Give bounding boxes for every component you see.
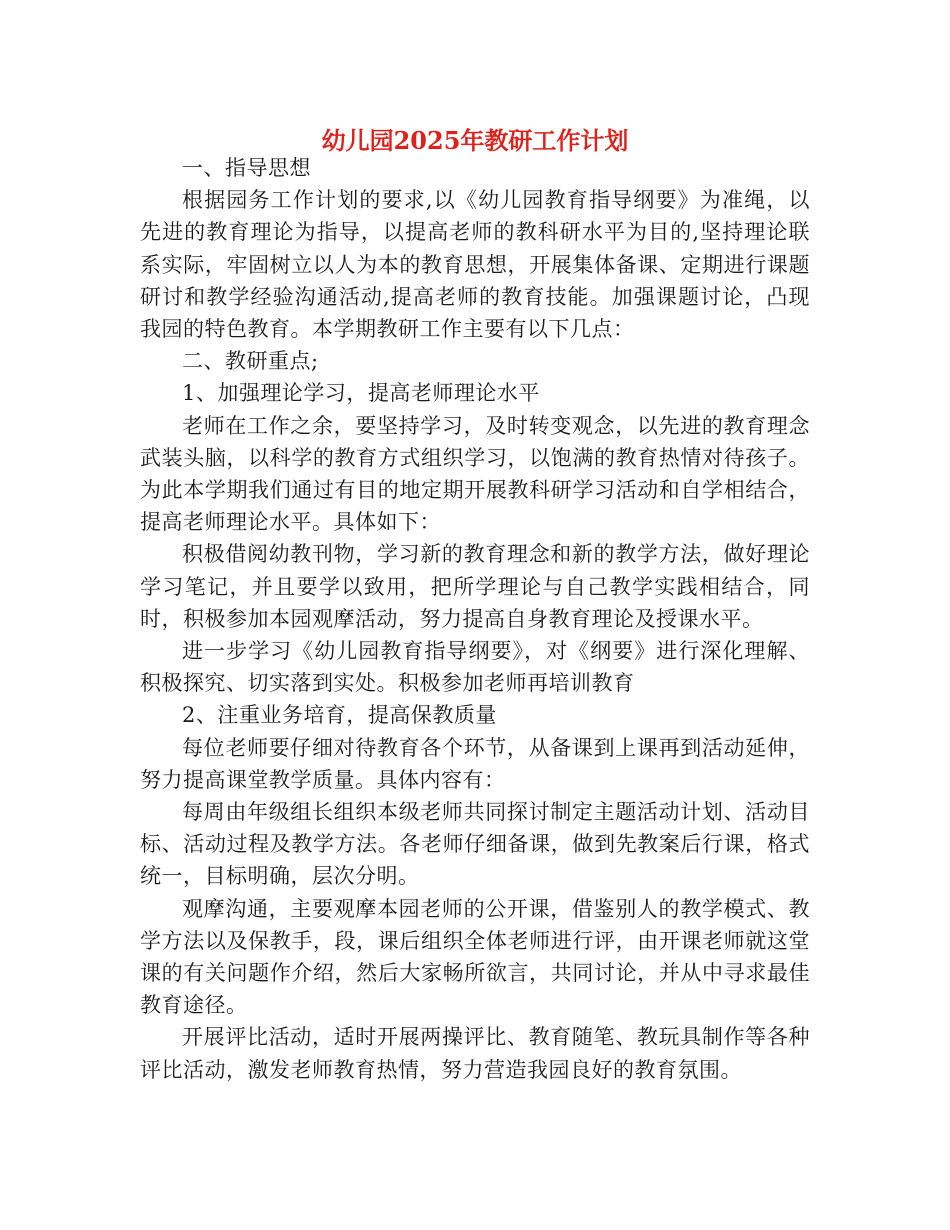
section-heading-research-focus: 二、教研重点; bbox=[182, 349, 319, 374]
document-title: 幼儿园2025年教研工作计划 bbox=[321, 126, 629, 156]
paragraph-weekly-planning: 每周由年级组长组织本级老师共同探讨制定主题活动计划、活动目标、活动过程及教学方法。各老师仔细备课，做到先教案后行课，格式统一，目标明确，层次分明。 bbox=[140, 800, 810, 889]
paragraph-guiding-ideology: 根据园务工作计划的要求,以《幼儿园教育指导纲要》为准绳，以先进的教育理论为指导，以提高老师的教科研水平为目的,坚持理论联系实际，牢固树立以人为本的教育思想，开展集体备课、定期进行课题研讨和教学经验沟通活动,提高老师的教育技能。加强课题讨论，凸现我园的特色教育。本学期教研工作主要有以下几点： bbox=[140, 188, 810, 342]
document-body bbox=[140, 152, 810, 1086]
subheading-professional-training: 2、注重业务培育，提高保教质量 bbox=[182, 703, 497, 728]
section-heading-guiding-ideology: 一、指导思想 bbox=[182, 156, 311, 180]
subheading-theory-study: 1、加强理论学习，提高老师理论水平 bbox=[182, 381, 540, 406]
paragraph-observation-exchange: 观摩沟通，主要观摩本园老师的公开课，借鉴别人的教学模式、教学方法以及保教手，段，课后组织全体老师进行评，由开课老师就这堂课的有关问题作介绍，然后大家畅所欲言，共同讨论，并从中寻求最佳教育途径。 bbox=[140, 896, 810, 1018]
paragraph-evaluation-activities: 开展评比活动，适时开展两操评比、教育随笔、教玩具制作等各种评比活动，激发老师教育热情，努力营造我园良好的教育氛围。 bbox=[140, 1025, 810, 1082]
paragraph-study-guidelines: 进一步学习《幼儿园教育指导纲要》，对《纲要》进行深化理解、积极探究、切实落到实处。积极参加老师再培训教育 bbox=[140, 639, 810, 696]
paragraph-reading-journals: 积极借阅幼教刊物，学习新的教育理念和新的教学方法，做好理论学习笔记，并且要学以致用，把所学理论与自己教学实践相结合，同时，积极参加本园观摩活动，努力提高自身教育理论及授课水平。 bbox=[140, 542, 810, 631]
paragraph-teaching-quality: 每位老师要仔细对待教育各个环节，从备课到上课再到活动延伸，努力提高课堂教学质量。具体内容有： bbox=[140, 735, 810, 792]
paragraph-theory-study: 老师在工作之余，要坚持学习，及时转变观念，以先进的教育理念武装头脑，以科学的教育方式组织学习，以饱满的教育热情对待孩子。为此本学期我们通过有目的地定期开展教科研学习活动和自学相结合，提高老师理论水平。具体如下： bbox=[140, 413, 810, 535]
